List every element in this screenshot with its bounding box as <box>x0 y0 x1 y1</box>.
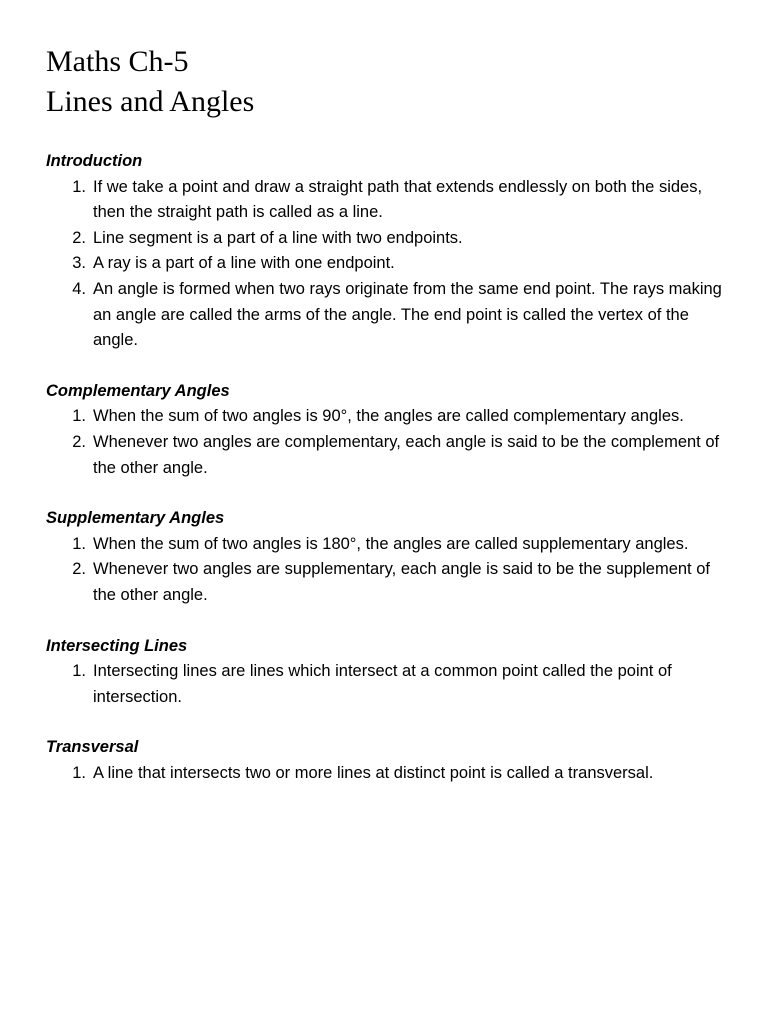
list-item-number: 1. <box>72 763 86 782</box>
list-item <box>46 175 736 226</box>
list-item-text: When the sum of two angles is 180°, the angles are called supplementary angles. <box>93 534 689 553</box>
list-item-text: Whenever two angles are complementary, each angle is said to be the complement of the other angle. <box>93 432 720 477</box>
list-item-number: 1. <box>72 407 86 426</box>
chapter-subtitle: Lines and Angles <box>46 85 255 118</box>
list-item-text: If we take a point and draw a straight path that extends endlessly on both the sides, then the straight path is called as a line. <box>93 177 703 222</box>
list-item-text: Whenever two angles are supplementary, each angle is said to be the supplement of the other angle. <box>93 560 710 604</box>
numbered-list <box>46 404 736 481</box>
numbered-list <box>46 659 736 710</box>
list-item <box>46 557 736 608</box>
section-introduction <box>46 149 736 354</box>
document-title <box>46 42 736 122</box>
document-page <box>46 42 736 811</box>
list-item <box>46 404 736 430</box>
list-item-number: 4. <box>72 279 86 298</box>
list-item-number: 2. <box>72 560 86 579</box>
section-heading: Complementary Angles <box>46 381 230 400</box>
list-item-number: 3. <box>72 254 86 273</box>
section-heading: Introduction <box>46 152 143 170</box>
list-item <box>46 659 736 710</box>
list-item <box>46 532 736 558</box>
list-item-text: An angle is formed when two rays originate from the same end point. The rays making an angle are called the arms of the angle. The end point is called the vertex of the angle. <box>93 279 722 350</box>
section-heading: Intersecting Lines <box>46 636 188 655</box>
section-transversal <box>46 735 736 786</box>
list-item <box>46 277 736 354</box>
numbered-list <box>46 761 736 787</box>
list-item-text: A ray is a part of a line with one endpoint. <box>93 254 395 273</box>
list-item <box>46 430 736 481</box>
list-item-text: Intersecting lines are lines which intersect at a common point called the point of intersection. <box>93 662 672 706</box>
section-heading: Supplementary Angles <box>46 509 225 528</box>
list-item <box>46 761 736 787</box>
section-intersecting-lines <box>46 634 736 711</box>
section-heading: Transversal <box>46 738 139 757</box>
list-item-text: Line segment is a part of a line with two endpoints. <box>93 228 463 247</box>
list-item-number: 1. <box>72 662 86 681</box>
list-item-number: 1. <box>72 177 86 196</box>
list-item-number: 2. <box>72 228 86 247</box>
list-item-number: 1. <box>72 534 86 553</box>
list-item-text: A line that intersects two or more lines at distinct point is called a transversal. <box>93 763 654 782</box>
list-item <box>46 251 736 277</box>
section-supplementary-angles <box>46 506 736 608</box>
numbered-list <box>46 532 736 609</box>
section-complementary-angles <box>46 379 736 481</box>
list-item <box>46 226 736 252</box>
chapter-title: Maths Ch-5 <box>46 45 189 78</box>
numbered-list <box>46 175 736 354</box>
list-item-number: 2. <box>72 432 86 451</box>
list-item-text: When the sum of two angles is 90°, the angles are called complementary angles. <box>93 407 684 426</box>
